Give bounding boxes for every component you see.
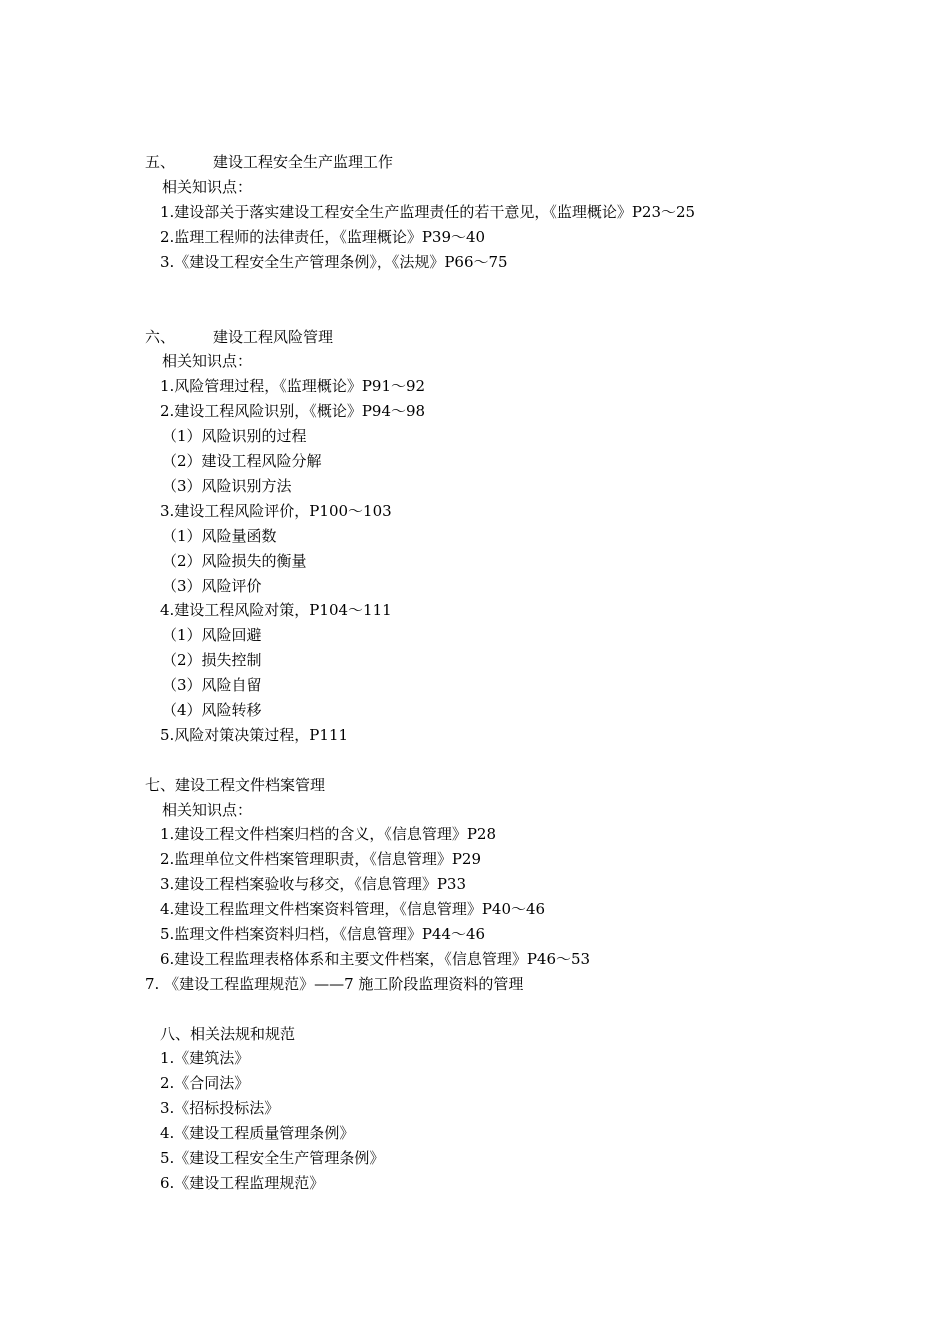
- section6-item: 5.风险对策决策过程，P111: [160, 726, 349, 744]
- section7-heading: 七、建设工程文件档案管理: [145, 776, 326, 794]
- section5-item-2: 2.监理工程师的法律责任，《监理概论》P39～40: [160, 228, 486, 246]
- section6-heading: [145, 327, 333, 347]
- section6-item: 3.建设工程风险评价，P100～103: [160, 502, 392, 520]
- section5-item-1: 1.建设部关于落实建设工程安全生产监理责任的若干意见，《监理概论》P23～25: [160, 203, 696, 221]
- section6-item: 4.建设工程风险对策，P104～111: [160, 601, 392, 619]
- section6-subitem: （1）风险量函数: [162, 527, 277, 545]
- section7-item-7: 7. 《建设工程监理规范》——7 施工阶段监理资料的管理: [145, 975, 524, 993]
- section6-subitem: （3）风险识别方法: [162, 477, 292, 495]
- section6-subitem: （3）风险评价: [162, 577, 262, 595]
- section7-item: 6.建设工程监理表格体系和主要文件档案，《信息管理》P46～53: [160, 950, 591, 968]
- section6-subitem: （2）建设工程风险分解: [162, 452, 322, 470]
- section8-item: 6.《建设工程监理规范》: [160, 1174, 325, 1192]
- section5-sub: 相关知识点：: [162, 178, 253, 196]
- section6-item: 1.风险管理过程，《监理概论》P91～92: [160, 377, 426, 395]
- section6-sub: 相关知识点：: [162, 352, 253, 370]
- section5-number: 五、: [145, 153, 176, 171]
- section6-subitem: （3）风险自留: [162, 676, 262, 694]
- section6-title: 建设工程风险管理: [213, 328, 334, 346]
- section7-sub: 相关知识点：: [162, 801, 253, 819]
- section8-item: 5.《建设工程安全生产管理条例》: [160, 1149, 385, 1167]
- section7-item: 5.监理文件档案资料归档，《信息管理》P44～46: [160, 925, 486, 943]
- section6-subitem: （1）风险识别的过程: [162, 427, 307, 445]
- section7-item: 1.建设工程文件档案归档的含义，《信息管理》P28: [160, 825, 496, 843]
- section7-item: 4.建设工程监理文件档案资料管理，《信息管理》P40～46: [160, 900, 546, 918]
- section6-number: 六、: [145, 328, 176, 346]
- section5-title: 建设工程安全生产监理工作: [213, 153, 394, 171]
- section7-item: 3.建设工程档案验收与移交，《信息管理》P33: [160, 875, 466, 893]
- section8-item: 4.《建设工程质量管理条例》: [160, 1124, 355, 1142]
- section6-subitem: （2）风险损失的衡量: [162, 552, 307, 570]
- section8-heading: 八、相关法规和规范: [160, 1025, 296, 1043]
- section8-item: 3.《招标投标法》: [160, 1099, 280, 1117]
- section6-subitem: （4）风险转移: [162, 701, 262, 719]
- section5-heading: [145, 152, 393, 172]
- section6-item: 2.建设工程风险识别，《概论》P94～98: [160, 402, 426, 420]
- section5-item-3: 3.《建设工程安全生产管理条例》，《法规》P66～75: [160, 253, 508, 271]
- section7-item: 2.监理单位文件档案管理职责，《信息管理》P29: [160, 850, 481, 868]
- section8-item: 2.《合同法》: [160, 1074, 250, 1092]
- section6-subitem: （1）风险回避: [162, 626, 262, 644]
- section8-item: 1.《建筑法》: [160, 1049, 250, 1067]
- section6-subitem: （2）损失控制: [162, 651, 262, 669]
